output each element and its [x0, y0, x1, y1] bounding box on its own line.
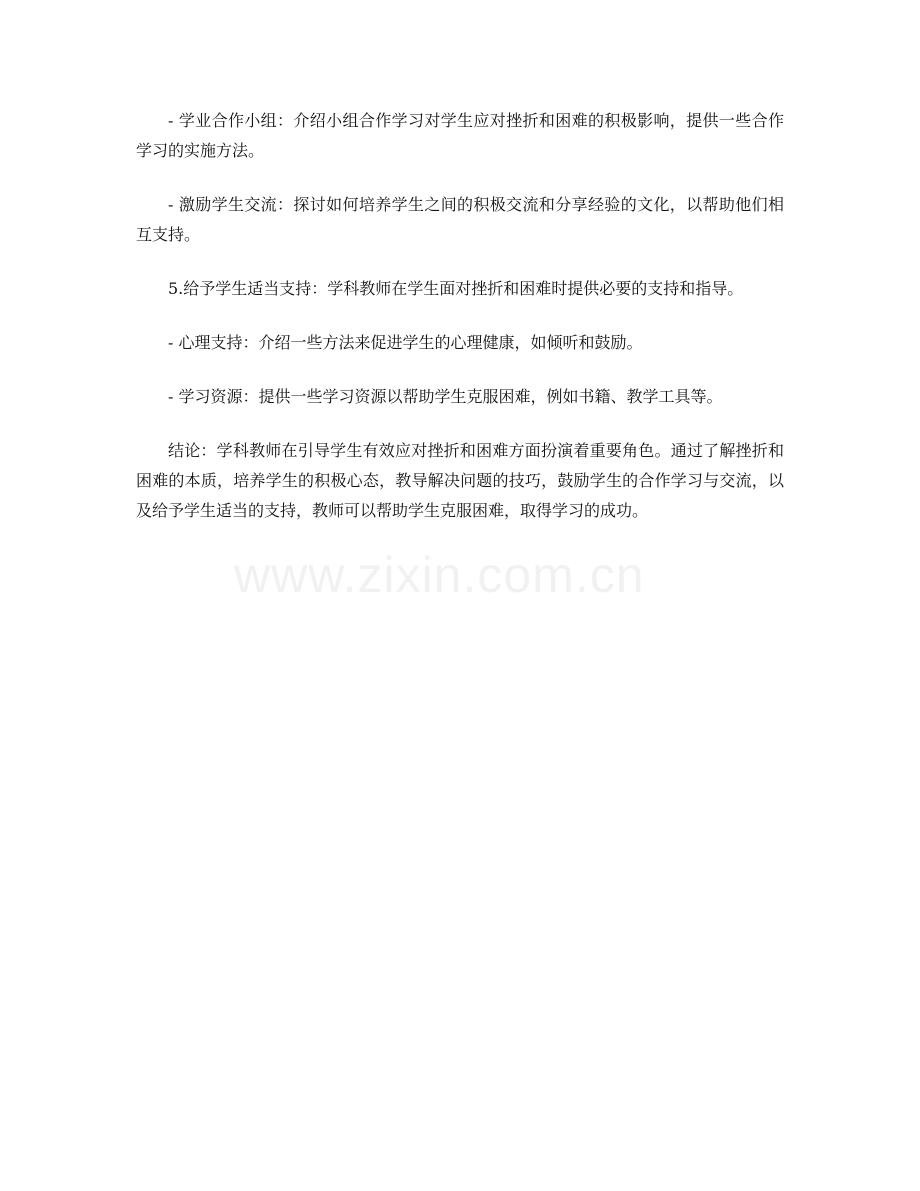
paragraph-cooperative-groups: - 学业合作小组：介绍小组合作学习对学生应对挫折和困难的积极影响，提供一些合作学习的实施方法。	[136, 111, 784, 160]
paragraph-psychological-support: - 心理支持：介绍一些方法来促进学生的心理健康，如倾听和鼓励。	[168, 333, 643, 352]
document-body	[136, 106, 784, 550]
paragraph-conclusion: 结论：学科教师在引导学生有效应对挫折和困难方面扮演着重要角色。通过了解挫折和困难的本质，培养学生的积极心态，教导解决问题的技巧，鼓励学生的合作学习与交流，以及给予学生适当的支持，教师可以帮助学生克服困难，取得学习的成功。	[136, 441, 784, 520]
watermark: www.zixin.com.cn	[234, 547, 645, 603]
paragraph-learning-resources: - 学习资源：提供一些学习资源以帮助学生克服困难，例如书籍、教学工具等。	[168, 387, 723, 406]
paragraph-encourage-communication: - 激励学生交流：探讨如何培养学生之间的积极交流和分享经验的文化，以帮助他们相互支持。	[136, 195, 784, 244]
paragraph-appropriate-support: 5.给予学生适当支持：学科教师在学生面对挫折和困难时提供必要的支持和指导。	[168, 279, 744, 298]
